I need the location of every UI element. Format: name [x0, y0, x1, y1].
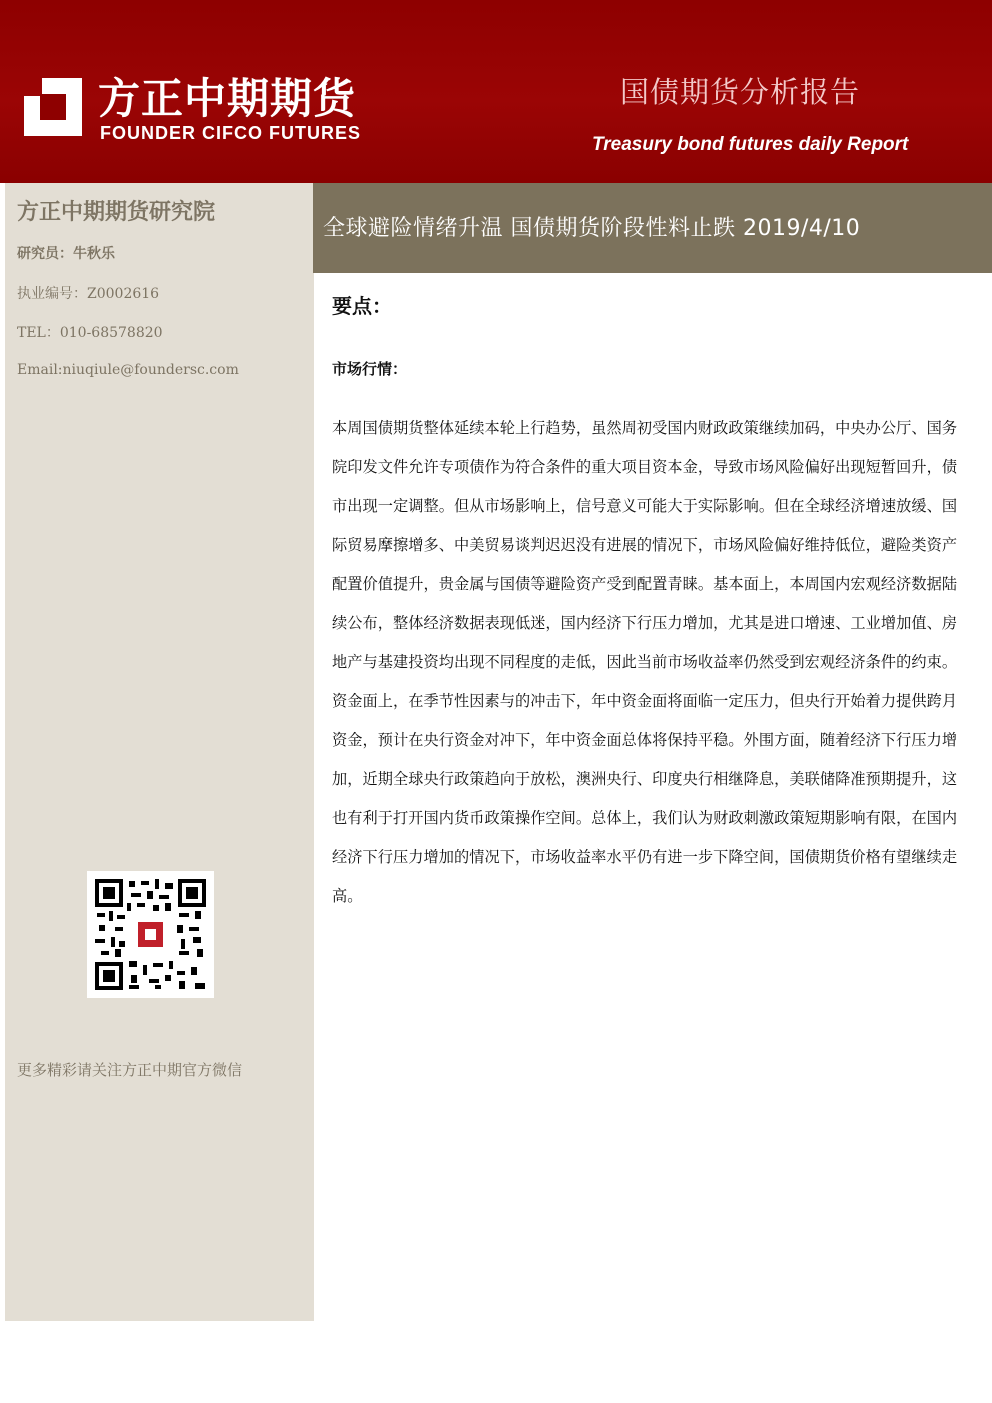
report-title-english: Treasury bond futures daily Report: [592, 134, 909, 155]
founder-logo-icon: [20, 74, 86, 140]
report-title-chinese: 国债期货分析报告: [620, 75, 861, 109]
market-section-heading: 市场行情：: [332, 360, 408, 378]
report-title-bar: [313, 183, 992, 273]
researcher-name: 研究员：牛秋乐: [17, 246, 115, 262]
license-number: 执业编号：Z0002616: [17, 286, 160, 302]
logo-english-name: FOUNDER CIFCO FUTURES: [100, 123, 361, 143]
wechat-qr-code: [87, 871, 214, 998]
report-headline: 全球避险情绪升温 国债期货阶段性料止跌 2019/4/10: [323, 216, 861, 241]
market-analysis-paragraph: 本周国债期货整体延续本轮上行趋势，虽然周初受国内财政政策继续加码，中央办公厅、国务院印发文件允许专项债作为符合条件的重大项目资本金，导致市场风险偏好出现短暂回升，债市出现一定调整。但从市场影响上，信号意义可能大于实际影响。但在全球经济增速放缓、国际贸易摩擦增多、中美贸易谈判迟迟没有进展的情况下，市场风险偏好维持低位，避险类资产配置价值提升，贵金属与国债等避险资产受到配置青睐。基本面上，本周国内宏观经济数据陆续公布，整体经济数据表现低迷，国内经济下行压力增加，尤其是进口增速、工业增加值、房地产与基建投资均出现不同程度的走低，因此当前市场收益率仍然受到宏观经济条件的约束。资金面上，在季节性因素与的冲击下，年中资金面将面临一定压力，但央行开始着力提供跨月资金，预计在央行资金对冲下，年中资金面总体将保持平稳。外围方面，随着经济下行压力增加，近期全球央行政策趋向于放松，澳洲央行、印度央行相继降息，美联储降准预期提升，这也有利于打开国内货币政策操作空间。总体上，我们认为财政刺激政策短期影响有限，在国内经济下行压力增加的情况下，市场收益率水平仍有进一步下降空间，国债期货价格有望继续走高。: [332, 419, 957, 905]
institute-name: 方正中期期货研究院: [17, 200, 216, 225]
logo-chinese-name: 方正中期期货: [98, 74, 357, 123]
report-header: [0, 0, 992, 183]
author-sidebar: [5, 183, 314, 1321]
key-points-heading: 要点：: [332, 294, 392, 318]
email-link[interactable]: Email:niuqiule@foundersc.com: [17, 362, 239, 378]
telephone: TEL：010-68578820: [17, 325, 163, 341]
wechat-follow-note: 更多精彩请关注方正中期官方微信: [17, 1061, 243, 1079]
qr-code-icon: [95, 879, 206, 990]
